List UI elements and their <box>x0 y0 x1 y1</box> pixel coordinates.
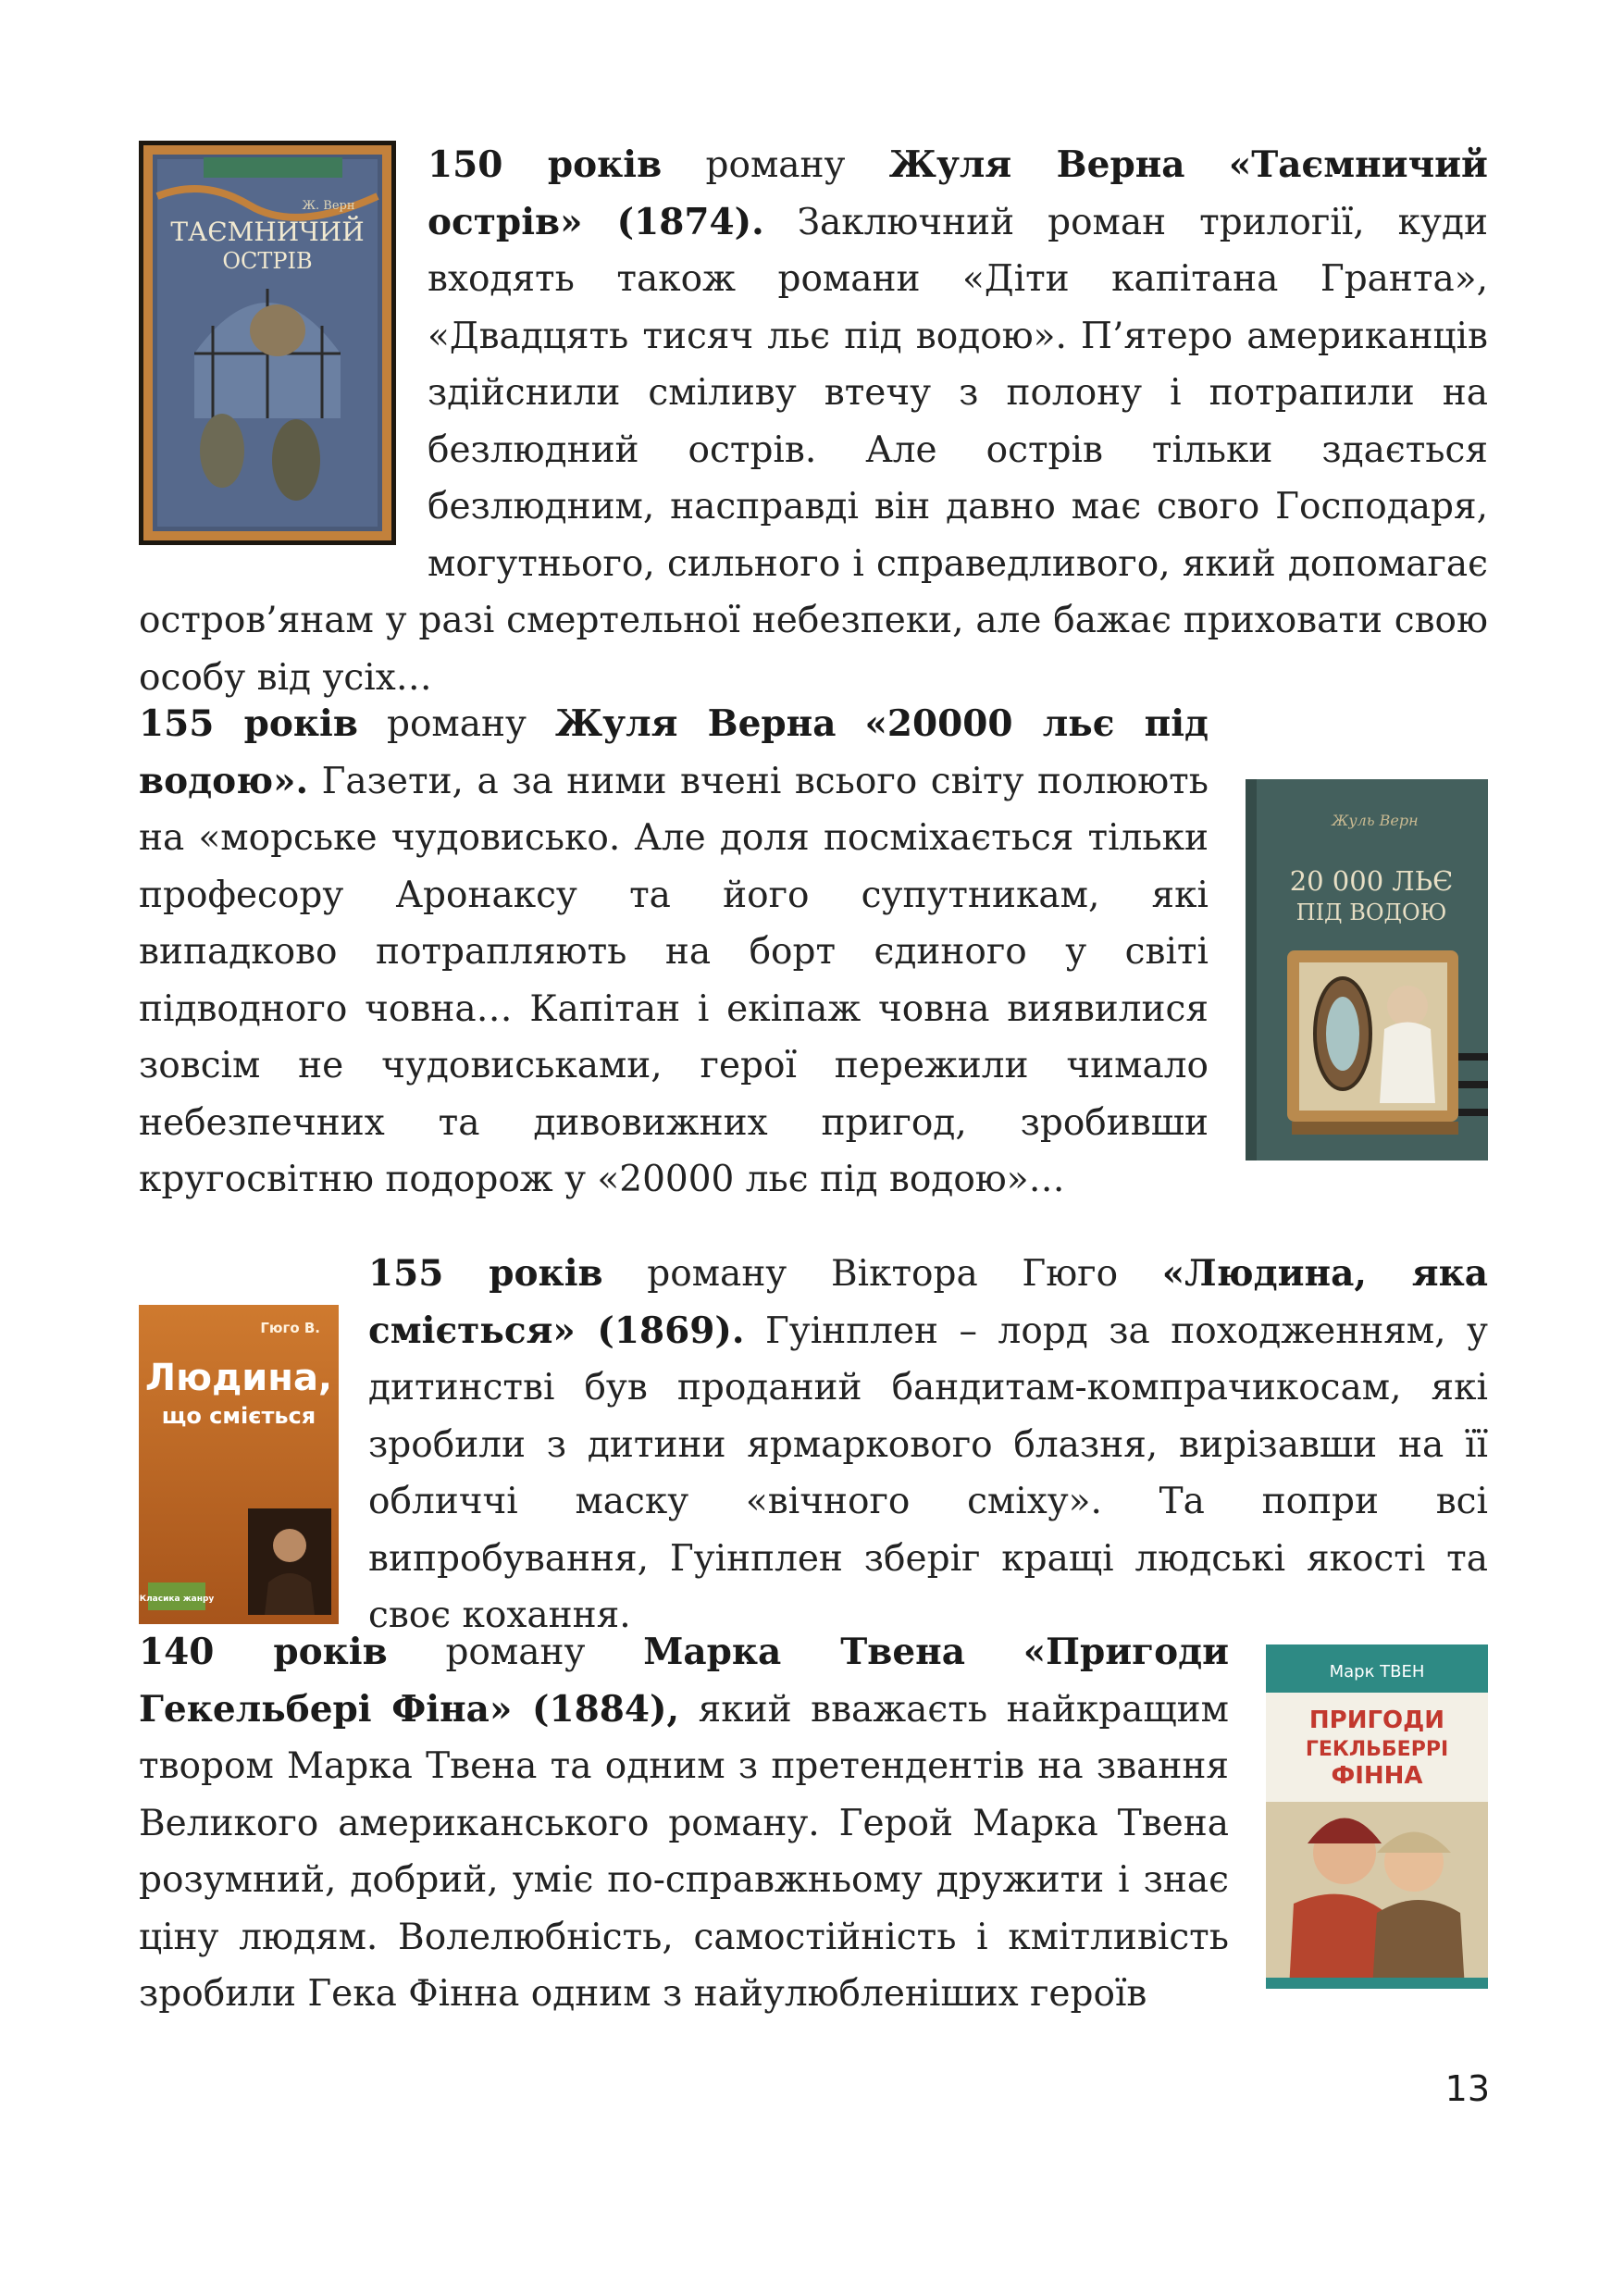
anniversary-years: 155 років <box>139 702 358 745</box>
cover-author: Жуль Верн <box>1332 812 1419 829</box>
book-cover-laughing-man <box>139 1305 339 1624</box>
cover-title-line2: ПІД ВОДОЮ <box>1295 900 1447 925</box>
novel-word: роману <box>445 1632 586 1673</box>
cover-art <box>1246 779 1488 1160</box>
cover-title-line3: ФІННА <box>1331 1762 1423 1790</box>
anniversary-years: 140 років <box>139 1631 388 1673</box>
cover-title-line1: Людина, <box>144 1357 333 1399</box>
cover-author: Ж. Верн <box>302 199 355 213</box>
cover-series: Класика жанру <box>139 1595 215 1604</box>
novel-word: роману <box>705 144 846 186</box>
book-entry-mysterious-island <box>139 137 1488 706</box>
book-cover-huckleberry-finn <box>1266 1644 1488 1989</box>
book-title: «Пригоди Гекельбері Фіна» (1884), <box>139 1631 1229 1731</box>
book-description: який вважаєть найкращим твором Марка Твена та одним з претендентів на звання Великого американського роману. Герой Марка Твена розумний, добрий, уміє по-справжньому дружити і знає ціну людям. Волелюбність, самостійність і кмітливість зробили Гека Фінна одним з найулюбленіших героїв <box>139 1688 1229 2015</box>
cover-title-line1: 20 000 ЛЬЄ <box>1289 865 1454 897</box>
novel-word: роману <box>647 1253 787 1295</box>
cover-title-line1: ПРИГОДИ <box>1308 1706 1445 1734</box>
cover-title-line1: ТАЄМНИЧИЙ <box>170 217 365 247</box>
author-name: Марка Твена <box>643 1631 966 1673</box>
book-title: «Людина, яка сміється» (1869). <box>368 1252 1488 1352</box>
book-description: Заключний роман трилогії, куди входять також романи «Діти капітана Гранта», «Двадцять тисяч льє під водою». П’ятеро американців здійснили сміливу втечу з полону і потрапили на безлюдний острів. Але острів тільки здається безлюдним, насправді він давно має свого Господаря, могутнього, сильного і справедливого, який допомагає остров’янам у разі смертельної небезпеки, але бажає приховати свою особу від усіх… <box>139 201 1488 699</box>
book-title: «Таємничий острів» (1874). <box>428 143 1488 243</box>
page-number: 13 <box>1444 2068 1490 2109</box>
cover-title-line2: ГЕКЛЬБЕРРІ <box>1305 1738 1449 1761</box>
anniversary-years: 155 років <box>368 1252 603 1295</box>
cover-author: Гюго В. <box>260 1320 320 1336</box>
book-cover-20000-leagues <box>1246 779 1488 1160</box>
book-title: «20000 льє під водою». <box>139 702 1209 802</box>
book-entry-huckleberry-finn <box>139 1624 1488 2023</box>
cover-art <box>139 1305 339 1624</box>
book-description: Гуінплен – лорд за походженням, у дитинстві був проданий бандитам-компрачикосам, які зробили з дитини ярмаркового блазня, вирізавши на її обличчі маску «вічного сміху». Та попри всі випробування, Гуінплен зберіг кращі людські якості та своє кохання. <box>368 1309 1488 1636</box>
cover-author: Марк ТВЕН <box>1329 1662 1425 1682</box>
author-name: Віктора Гюго <box>830 1253 1119 1295</box>
anniversary-years: 150 років <box>428 143 663 186</box>
author-name: Жуля Верна <box>554 702 837 745</box>
cover-title-line2: що сміється <box>161 1403 316 1429</box>
cover-title-line2: ОСТРІВ <box>222 248 313 274</box>
book-cover-mysterious-island <box>139 141 396 545</box>
entry-paragraph <box>139 1246 1488 1644</box>
cover-art <box>1266 1644 1488 1989</box>
author-name: Жуля Верна <box>888 143 1185 186</box>
book-entry-20000-leagues <box>139 696 1488 1209</box>
cover-art <box>139 141 396 545</box>
novel-word: роману <box>386 703 527 745</box>
book-description: Газети, а за ними вчені всього світу полюють на «морське чудовисько. Але доля посміхається тільки професору Аронаксу та його супутникам, які випадково потрапляють на борт єдиного у світі підводного човна… Капітан і екіпаж човна виявилися зовсім не чудовиськами, герої пережили чимало небезпечних та дивовижних пригод, зробивши кругосвітню подорож у «20000 льє під водою»… <box>139 760 1209 1200</box>
book-entry-laughing-man <box>139 1246 1488 1644</box>
